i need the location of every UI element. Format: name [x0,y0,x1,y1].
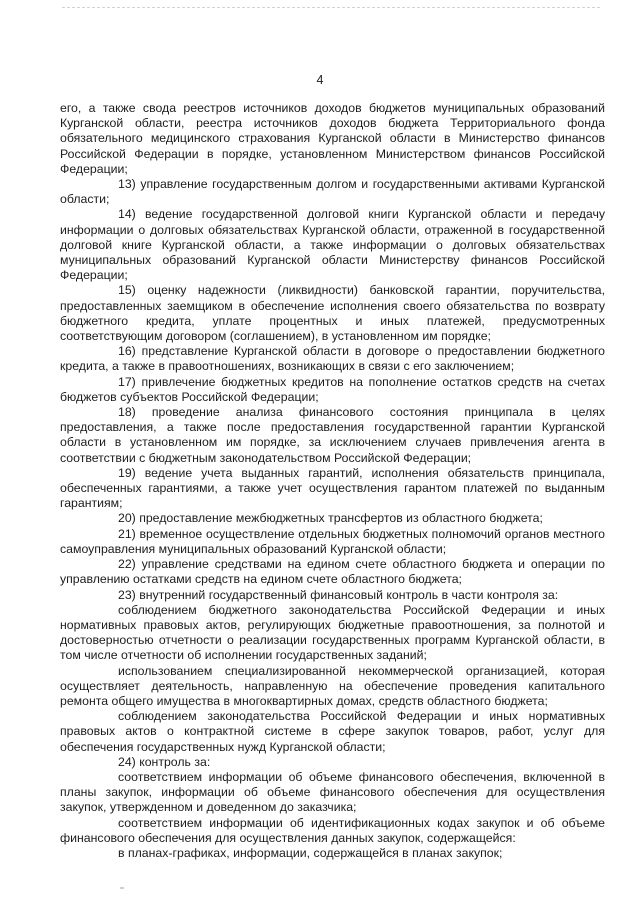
paragraph: 13) управление государственным долгом и государственными активами Курганской области; [60,177,605,207]
paragraph: соблюдением законодательства Российской Федерации и иных нормативных правовых актов о контрактной системе в сфере закупок товаров, работ, услуг для обеспечения государственных нужд Курганской области; [60,709,605,754]
paragraph: 15) оценку надежности (ликвидности) банковской гарантии, поручительства, предоставленных заемщиком в обеспечение исполнения своего обязательства по возврату бюджетного кредита, уплате процентных и иных платежей, предусмотренных соответствующим договором (соглашением), в установленном им порядке; [60,283,605,344]
paragraph: 24) контроль за: [118,754,211,769]
scan-artifact-bottom [120,887,124,889]
paragraph: 23) внутренний государственный финансовый контроль в части контроля за: [118,587,559,602]
document-body [60,101,605,861]
paragraph: 19) ведение учета выданных гарантий, исполнения обязательств принципала, обеспеченных гарантиями, а также учет осуществления гарантом платежей по выданным гарантиям; [60,465,605,511]
paragraph: 14) ведение государственной долговой книги Курганской области и передачу информации о долговых обязательствах Курганской области, отраженной в государственной долговой книге Курганской области, а также информации о долговых обязательствах муниципальных образований Курганской области Министерству финансов Российской Федерации; [60,207,605,283]
paragraph: 21) временное осуществление отдельных бюджетных полномочий органов местного самоуправления муниципальных образований Курганской области; [60,526,605,556]
paragraph: 22) управление средствами на едином счете областного бюджета и операции по управлению остатками средств на едином счете областного бюджета; [60,557,605,587]
paragraph: 17) привлечение бюджетных кредитов на пополнение остатков средств на счетах бюджетов субъектов Российской Федерации; [60,374,605,404]
paragraph: 18) проведение анализа финансового состояния принципала в целях предоставления, а также после предоставления государственной гарантии Курганской области в установленном им порядке, за исключением случаев привлечения агента в соответствии с бюджетным законодательством Российской Федерации; [60,405,605,465]
page-number: 4 [316,73,324,87]
scan-artifact-top [62,7,600,10]
paragraph: 20) предоставление межбюджетных трансфертов из областного бюджета; [118,511,543,526]
paragraph: соответствием информации об идентификационных кодах закупок и об объеме финансового обеспечения для осуществления данных закупок, содержащейся: [60,815,605,845]
paragraph: использованием специализированной некоммерческой организацией, которая осуществляет деятельность, направленную на обеспечение проведения капитального ремонта общего имущества в многоквартирных домах, средств областного бюджета; [60,663,605,708]
paragraph: соответствием информации об объеме финансового обеспечения, включенной в планы закупок, информации об объеме финансового обеспечения для осуществления закупок, утвержденном и доведенном до заказчика; [60,769,605,815]
paragraph: 16) представление Курганской области в договоре о предоставлении бюджетного кредита, а также в правоотношениях, возникающих в связи с его заключением; [60,344,605,374]
paragraph: в планах-графиках, информации, содержащейся в планах закупок; [118,845,503,860]
paragraph: соблюдением бюджетного законодательства Российской Федерации и иных нормативных правовых актов, регулирующих бюджетные правоотношения, за полнотой и достоверностью отчетности о реализации государственных программ Курганской области, в том числе отчетности об исполнении государственных заданий; [60,602,605,663]
paragraph: его, а также свода реестров источников доходов бюджетов муниципальных образований Курганской области, реестра источников доходов бюджета Территориального фонда обязательного медицинского страхования Курганской области в Министерство финансов Российской Федерации в порядке, установленном Министерством финансов Российской Федерации; [60,101,605,176]
